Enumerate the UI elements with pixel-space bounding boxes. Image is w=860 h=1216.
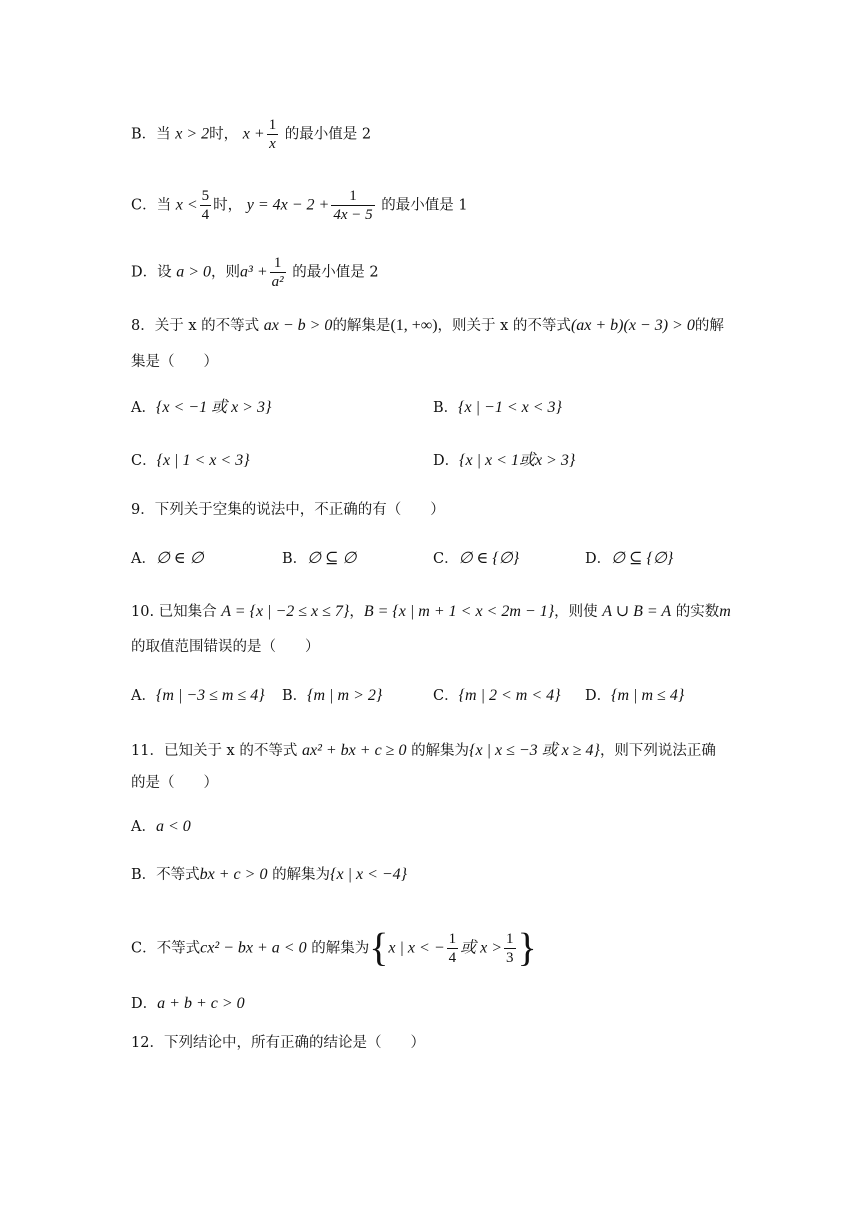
q9-option-a: A．∅ ∈ ∅ (131, 550, 204, 567)
q7-option-d: D．设 a > 0，则a³ + $\frac{1}{\text{a²}}$ 的最小值是 2 (131, 255, 379, 290)
q9-option-b: B．∅ ⊆ ∅ (282, 550, 357, 567)
q7c-fraction: $\frac{1}{4x - 5}$ (333, 188, 373, 223)
q7-option-b: B．当 x > 2时， x + $\frac{1}{x}$ 的最小值是 2 (131, 117, 372, 152)
q10-option-c: C．{m | 2 < m < 4} (433, 687, 561, 704)
q11-option-d: D．a + b + c > 0 (131, 995, 245, 1012)
q10-stem-line2: 的取值范围错误的是（ ） (131, 639, 320, 655)
q10-stem-line1: 10. 已知集合 A = {x | −2 ≤ x ≤ 7}，B = {x | m + 1 < x < 2m − 1}，则使 A ∪ B = A 的实数m (131, 603, 731, 620)
q7b-fraction: $\frac{1}{x}$ (268, 117, 277, 152)
q9-stem: 9．下列关于空集的说法中，不正确的有（ ） (131, 502, 445, 518)
q8-stem-line2: 集是（ ） (131, 354, 218, 370)
q11-stem-line2: 的是（ ） (131, 775, 218, 791)
q10-option-b: B．{m | m > 2} (282, 687, 383, 704)
q7c-cond-fraction: $\frac{5}{4}$ (201, 188, 210, 223)
q10-option-a: A．{m | −3 ≤ m ≤ 4} (131, 687, 265, 704)
q8-option-a: A．{x < −1 或 x > 3} (131, 399, 272, 416)
q11-stem-line1: 11．已知关于 x 的不等式 ax² + bx + c ≥ 0 的解集为{x | x ≤ −3 或 x ≥ 4}，则下列说法正确 (131, 742, 716, 759)
q11c-fraction-1: $\frac{1}{4}$ (448, 931, 457, 966)
q9-option-d: D．∅ ⊆ {∅} (585, 550, 674, 567)
q9-option-c: C．∅ ∈ {∅} (433, 550, 520, 567)
q7b-condition: x > 2 (175, 125, 210, 143)
q8-option-d: D．{x | x < 1或x > 3} (433, 452, 576, 469)
q12-stem: 12．下列结论中，所有正确的结论是（ ） (131, 1035, 425, 1051)
q10-option-d: D．{m | m ≤ 4} (585, 687, 685, 704)
q11c-fraction-2: $\frac{1}{3}$ (506, 931, 514, 966)
q7-option-c: C．当 x < $\frac{5}{4}$ 时， y = 4x − 2 + $\frac{1}{4x - 5}$ 的最小值是 1 (131, 188, 468, 223)
q8-stem-line1: 8．关于 x 的不等式 ax − b > 0的解集是(1, +∞)，则关于 x 的不等式(ax + b)(x − 3) > 0的解 (131, 317, 724, 334)
q8-option-c: C．{x | 1 < x < 3} (131, 452, 250, 469)
q11-option-c: C．不等式cx² − bx + a < 0 的解集为{x | x < − $\frac{1}{4}$ 或 x > $\frac{1}{3}$ } (131, 924, 537, 970)
q11-option-a: A．a < 0 (131, 818, 191, 835)
q7d-fraction: $\frac{1}{\text{a²}}$ (271, 255, 284, 290)
q8-option-b: B．{x | −1 < x < 3} (433, 399, 562, 416)
q11-option-b: B．不等式bx + c > 0 的解集为{x | x < −4} (131, 866, 408, 883)
